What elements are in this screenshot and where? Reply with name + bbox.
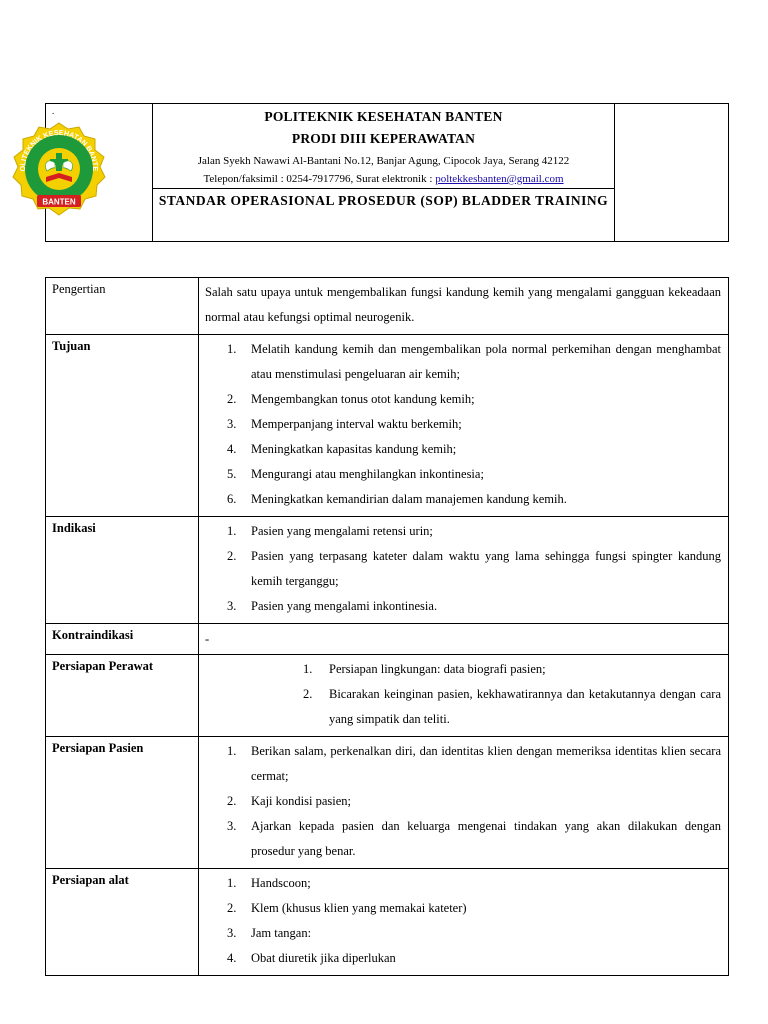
list-item: 3. Jam tangan: (227, 926, 312, 940)
content-persiapan-perawat (199, 655, 729, 737)
pengertian-text: Salah satu upaya untuk mengembalikan fungsi kandung kemih yang mengalami gangguan kekeadaan normal atau kefungsi optimal neurogenik. (205, 285, 721, 324)
list-item: 3. Pasien yang mengalami inkontinesia. (227, 599, 438, 613)
sop-title-cell (153, 189, 615, 242)
label-pengertian: Pengertian (46, 278, 199, 335)
list-item: 2. Bicarakan keinginan pasien, kekhawatirannya dan ketakutannya dengan cara yang simpatik dan teliti. (303, 687, 721, 726)
institution-name: POLITEKNIK KESEHATAN BANTEN (264, 109, 503, 124)
institution-logo (6, 121, 112, 221)
list-item: 3. Memperpanjang interval waktu berkemih; (227, 417, 462, 431)
logo-banten-text: BANTEN (42, 197, 76, 207)
contact-text: Telepon/faksimil : 0254-7917796, Surat elektronik : (203, 173, 436, 185)
content-tujuan (199, 335, 729, 517)
stray-dot: . (52, 106, 55, 116)
content-pengertian (199, 278, 729, 335)
row-indikasi (46, 517, 729, 624)
content-indikasi (199, 517, 729, 624)
persiapan-pasien-list (205, 739, 721, 864)
list-item: 6. Meningkatkan kemandirian dalam manajemen kandung kemih. (227, 492, 567, 506)
list-item: 1. Melatih kandung kemih dan mengembalikan pola normal perkemihan dengan menghambat atau menstimulasi pengeluaran air kemih; (227, 342, 721, 381)
label-persiapan-pasien: Persiapan Pasien (46, 737, 199, 869)
list-item: 3. Ajarkan kepada pasien dan keluarga mengenai tindakan yang akan dilakukan dengan prosedur yang benar. (227, 819, 721, 858)
content-persiapan-alat (199, 869, 729, 976)
logo-cell (17, 104, 153, 242)
logo-ring-text: OLITEKNIK KESEHATAN BANTE (17, 127, 101, 172)
persiapan-alat-list (205, 871, 721, 971)
label-kontraindikasi: Kontraindikasi (46, 624, 199, 655)
institution-contact (153, 171, 614, 188)
list-item: 1. Pasien yang mengalami retensi urin; (227, 524, 433, 538)
row-pengertian (46, 278, 729, 335)
content-persiapan-pasien (199, 737, 729, 869)
program-name: PRODI DIII KEPERAWATAN (291, 131, 476, 146)
list-item: 1. Berikan salam, perkenalkan diri, dan identitas klien dengan memeriksa identitas klien secara cermat; (227, 744, 721, 783)
list-item: 1. Handscoon; (227, 876, 311, 890)
kontraindikasi-text: - (205, 632, 210, 646)
persiapan-perawat-list (205, 657, 721, 732)
row-persiapan-perawat (46, 655, 729, 737)
row-persiapan-pasien (46, 737, 729, 869)
label-persiapan-alat: Persiapan alat (46, 869, 199, 976)
row-tujuan (46, 335, 729, 517)
sop-table (45, 277, 729, 976)
list-item: 5. Mengurangi atau menghilangkan inkontinesia; (227, 467, 484, 481)
list-item: 4. Meningkatkan kapasitas kandung kemih; (227, 442, 457, 456)
label-persiapan-perawat: Persiapan Perawat (46, 655, 199, 737)
indikasi-list (205, 519, 721, 619)
content-kontraindikasi (199, 624, 729, 655)
label-tujuan: Tujuan (46, 335, 199, 517)
list-item: 2. Mengembangkan tonus otot kandung kemih; (227, 392, 475, 406)
letterhead-table (17, 103, 729, 242)
list-item: 2. Pasien yang terpasang kateter dalam waktu yang lama sehingga fungsi spingter kandung kemih terganggu; (227, 549, 721, 588)
email-link[interactable]: poltekkesbanten@gmail.com (435, 173, 564, 185)
logo-emblem-icon (6, 121, 112, 221)
header-right-cell (615, 104, 729, 242)
list-item: 2. Kaji kondisi pasien; (227, 794, 351, 808)
institution-info-cell (153, 104, 615, 189)
tujuan-list (205, 337, 721, 512)
list-item: 2. Klem (khusus klien yang memakai kateter) (227, 901, 467, 915)
list-item: 4. Obat diuretik jika diperlukan (227, 951, 396, 965)
row-kontraindikasi (46, 624, 729, 655)
row-persiapan-alat (46, 869, 729, 976)
institution-address: Jalan Syekh Nawawi Al-Bantani No.12, Banjar Agung, Cipocok Jaya, Serang 42122 (197, 155, 570, 167)
label-indikasi: Indikasi (46, 517, 199, 624)
list-item: 1. Persiapan lingkungan: data biografi pasien; (303, 662, 546, 676)
sop-title: STANDAR OPERASIONAL PROSEDUR (SOP) BLADDER TRAINING (158, 193, 609, 208)
